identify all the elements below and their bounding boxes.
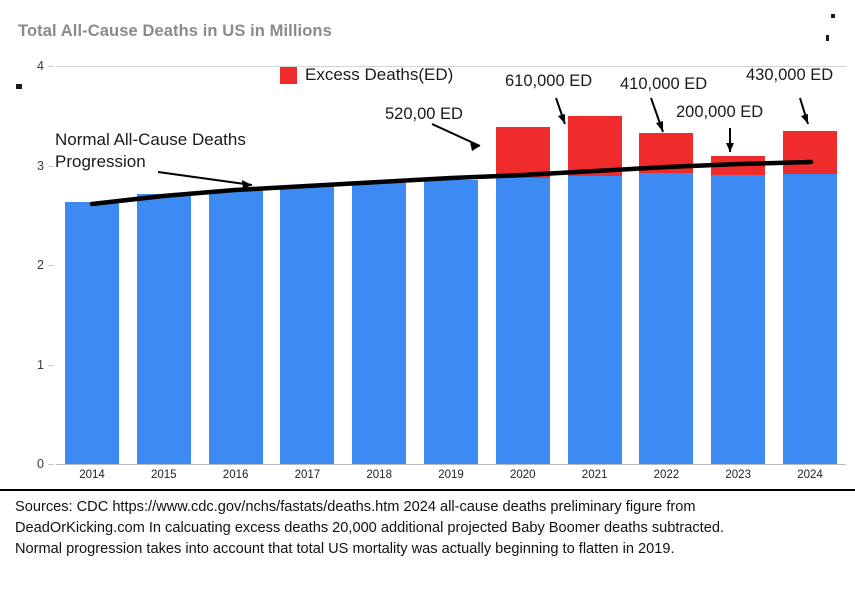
bar-red-2024 — [783, 131, 837, 174]
annotation-ed-2020: 520,00 ED — [385, 105, 463, 123]
legend-swatch-excess-deaths — [280, 67, 297, 84]
annotation-ed-2021: 610,000 ED — [505, 72, 593, 90]
x-axis-line — [56, 464, 846, 465]
xtick-label-2023: 2023 — [725, 469, 751, 481]
xtick-label-2020: 2020 — [510, 469, 536, 481]
stray-mark-upper-right — [826, 35, 829, 41]
footer-divider — [0, 489, 855, 491]
xtick-label-2022: 2022 — [653, 469, 680, 481]
bar-blue-2018 — [352, 183, 406, 464]
plot-area — [37, 59, 846, 481]
annotation-normal-progression-line2: Progression — [55, 152, 146, 171]
xtick-label-2021: 2021 — [581, 469, 608, 481]
page-title: Total All-Cause Deaths in US in Millions — [18, 22, 332, 40]
bar-blue-2015 — [137, 194, 191, 464]
bar-blue-2019 — [424, 180, 478, 464]
ytick-mark-1 — [48, 365, 54, 366]
bar-blue-2016 — [209, 191, 263, 464]
footer-line-2: DeadOrKicking.com In calcuating excess deaths 20,000 additional projected Baby Boomer deaths subtracted. — [15, 520, 725, 537]
footer-sources — [15, 497, 847, 560]
ytick-label-0: 0 — [37, 457, 44, 471]
xtick-label-2014: 2014 — [79, 469, 105, 481]
stray-mark-left — [16, 84, 22, 89]
ytick-mark-2 — [48, 265, 54, 266]
annotation-normal-progression-line1: Normal All-Cause Deaths — [55, 130, 246, 149]
legend — [280, 65, 453, 85]
bar-blue-2024 — [783, 174, 837, 464]
ytick-mark-0 — [48, 464, 54, 465]
bar-blue-2023 — [711, 175, 765, 464]
bar-blue-2022 — [639, 173, 693, 464]
xtick-label-2015: 2015 — [151, 469, 177, 481]
xtick-label-2018: 2018 — [366, 469, 392, 481]
bar-red-2020 — [496, 127, 550, 178]
legend-label-excess-deaths: Excess Deaths(ED) — [305, 65, 454, 84]
xtick-label-2024: 2024 — [797, 469, 823, 481]
bar-blue-2021 — [568, 176, 622, 464]
ytick-mark-4 — [48, 66, 54, 67]
xtick-label-2016: 2016 — [222, 469, 249, 481]
annotation-ed-2024: 430,000 ED — [746, 66, 834, 84]
bar-blue-2014 — [65, 202, 119, 464]
bar-blue-2020 — [496, 178, 550, 464]
annotation-ed-2022: 410,000 ED — [620, 75, 708, 93]
bar-red-2021 — [568, 116, 622, 176]
ytick-label-2: 2 — [37, 258, 44, 272]
xtick-label-2017: 2017 — [294, 469, 321, 481]
footer-line-1: Sources: CDC https://www.cdc.gov/nchs/fastats/deaths.htm 2024 all-cause deaths preliminary figure from — [15, 499, 696, 515]
ytick-mark-3 — [48, 166, 54, 167]
footer-line-3: Normal progression takes into account that total US mortality was actually beginning to flatten in 2019. — [15, 541, 675, 558]
bar-red-2022 — [639, 133, 693, 173]
bar-blue-2017 — [280, 186, 334, 464]
ytick-label-3: 3 — [37, 158, 44, 173]
ytick-label-4: 4 — [37, 59, 44, 73]
xtick-label-2019: 2019 — [438, 469, 464, 481]
stray-mark-top — [831, 14, 835, 18]
annotation-ed-2023: 200,000 ED — [676, 103, 764, 121]
ytick-label-1: 1 — [37, 357, 44, 372]
bar-red-2023 — [711, 156, 765, 176]
